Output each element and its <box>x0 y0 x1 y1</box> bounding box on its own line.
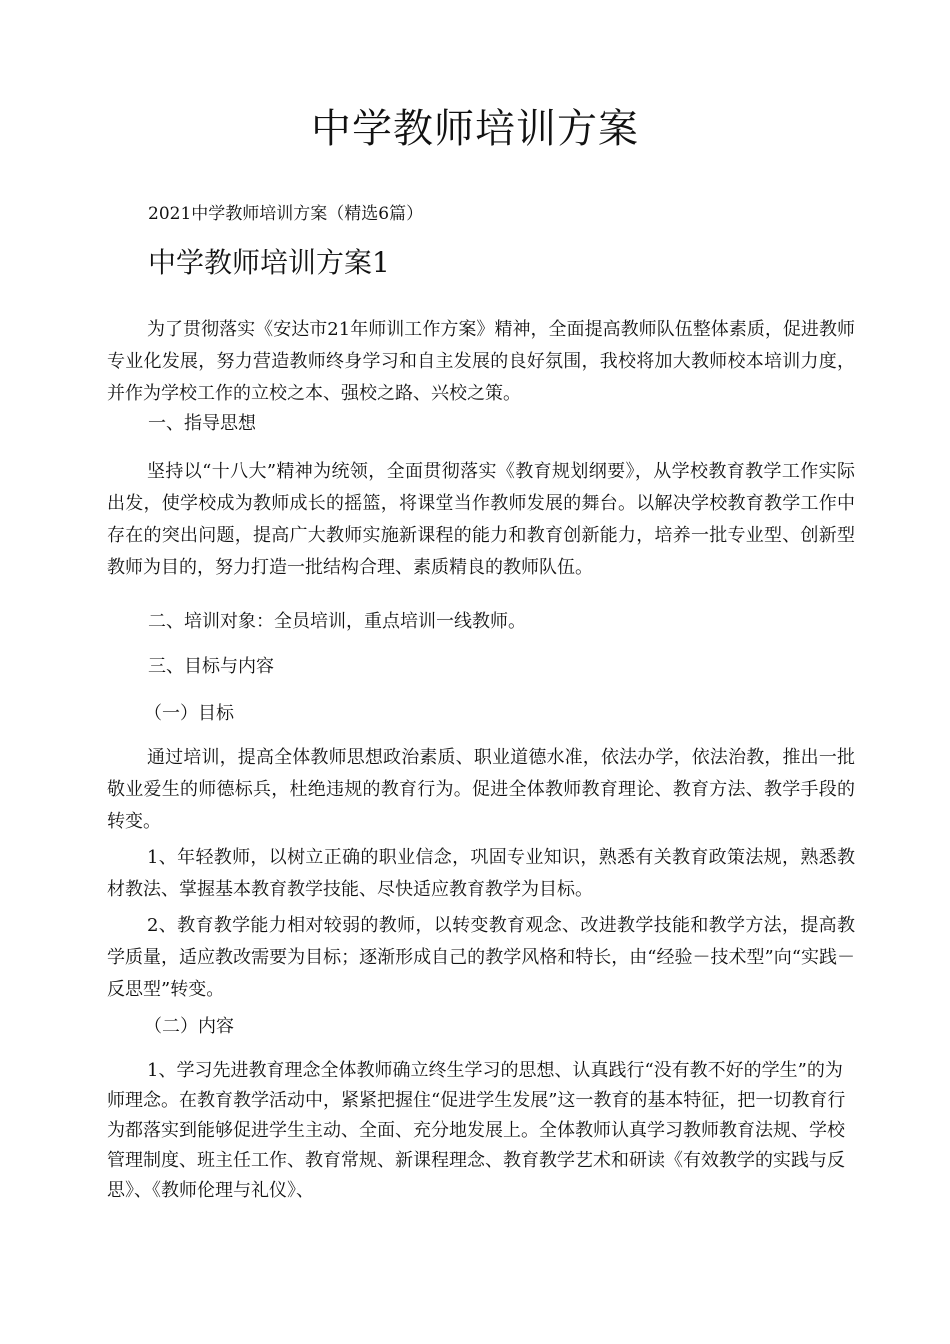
subheading-goals: （一）目标 <box>144 703 234 724</box>
heading-training-target: 二、培训对象：全员培训，重点培训一线教师。 <box>148 611 526 632</box>
content-item-1: 1、学习先进教育理念全体教师确立终生学习的思想、认真践行“没有教不好的学生”的为师理念。在教育教学活动中，紧紧把握住“促进学生发展”这一教育的基本特征，把一切教育行为都落实到能够促进学生主动、全面、充分地发展上。全体教师认真学习教师教育法规、学校管理制度、班主任工作、教育常规、新课程理念、教育教学艺术和研读《有效教学的实践与反思》、《教师伦理与礼仪》、 <box>107 1060 846 1201</box>
section-heading: 中学教师培训方案1 <box>148 246 390 279</box>
heading-goals-content: 三、目标与内容 <box>148 656 274 677</box>
goal-item-2: 2、教育教学能力相对较弱的教师，以转变教育观念、改进教学技能和教学方法，提高教学质量，适应教改需要为目标；逐渐形成自己的教学风格和特长，由“经验－技术型”向“实践－反思型”转变。 <box>107 915 855 1000</box>
guiding-paragraph: 坚持以“十八大”精神为统领，全面贯彻落实《教育规划纲要》，从学校教育教学工作实际出发，使学校成为教师成长的摇篮，将课堂当作教师发展的舞台。以解决学校教育教学工作中存在的突出问题，提高广大教师实施新课程的能力和教育创新能力，培养一批专业型、创新型教师为目的，努力打造一批结构合理、素质精良的教师队伍。 <box>107 461 855 578</box>
document-subtitle: 2021中学教师培训方案（精选6篇） <box>148 204 424 224</box>
document-title: 中学教师培训方案 <box>311 106 639 152</box>
heading-guiding-ideology: 一、指导思想 <box>148 413 256 434</box>
goal-item-1: 1、年轻教师，以树立正确的职业信念，巩固专业知识，熟悉有关教育政策法规，熟悉教材教法、掌握基本教育教学技能、尽快适应教育教学为目标。 <box>107 847 855 900</box>
goal-paragraph: 通过培训，提高全体教师思想政治素质、职业道德水准，依法办学，依法治教，推出一批敬业爱生的师德标兵，杜绝违规的教育行为。促进全体教师教育理论、教育方法、教学手段的转变。 <box>107 747 855 832</box>
subheading-content: （二）内容 <box>144 1016 234 1037</box>
intro-paragraph: 为了贯彻落实《安达市21年师训工作方案》精神，全面提高教师队伍整体素质，促进教师专业化发展，努力营造教师终身学习和自主发展的良好氛围，我校将加大教师校本培训力度，并作为学校工作的立校之本、强校之路、兴校之策。 <box>107 319 855 404</box>
